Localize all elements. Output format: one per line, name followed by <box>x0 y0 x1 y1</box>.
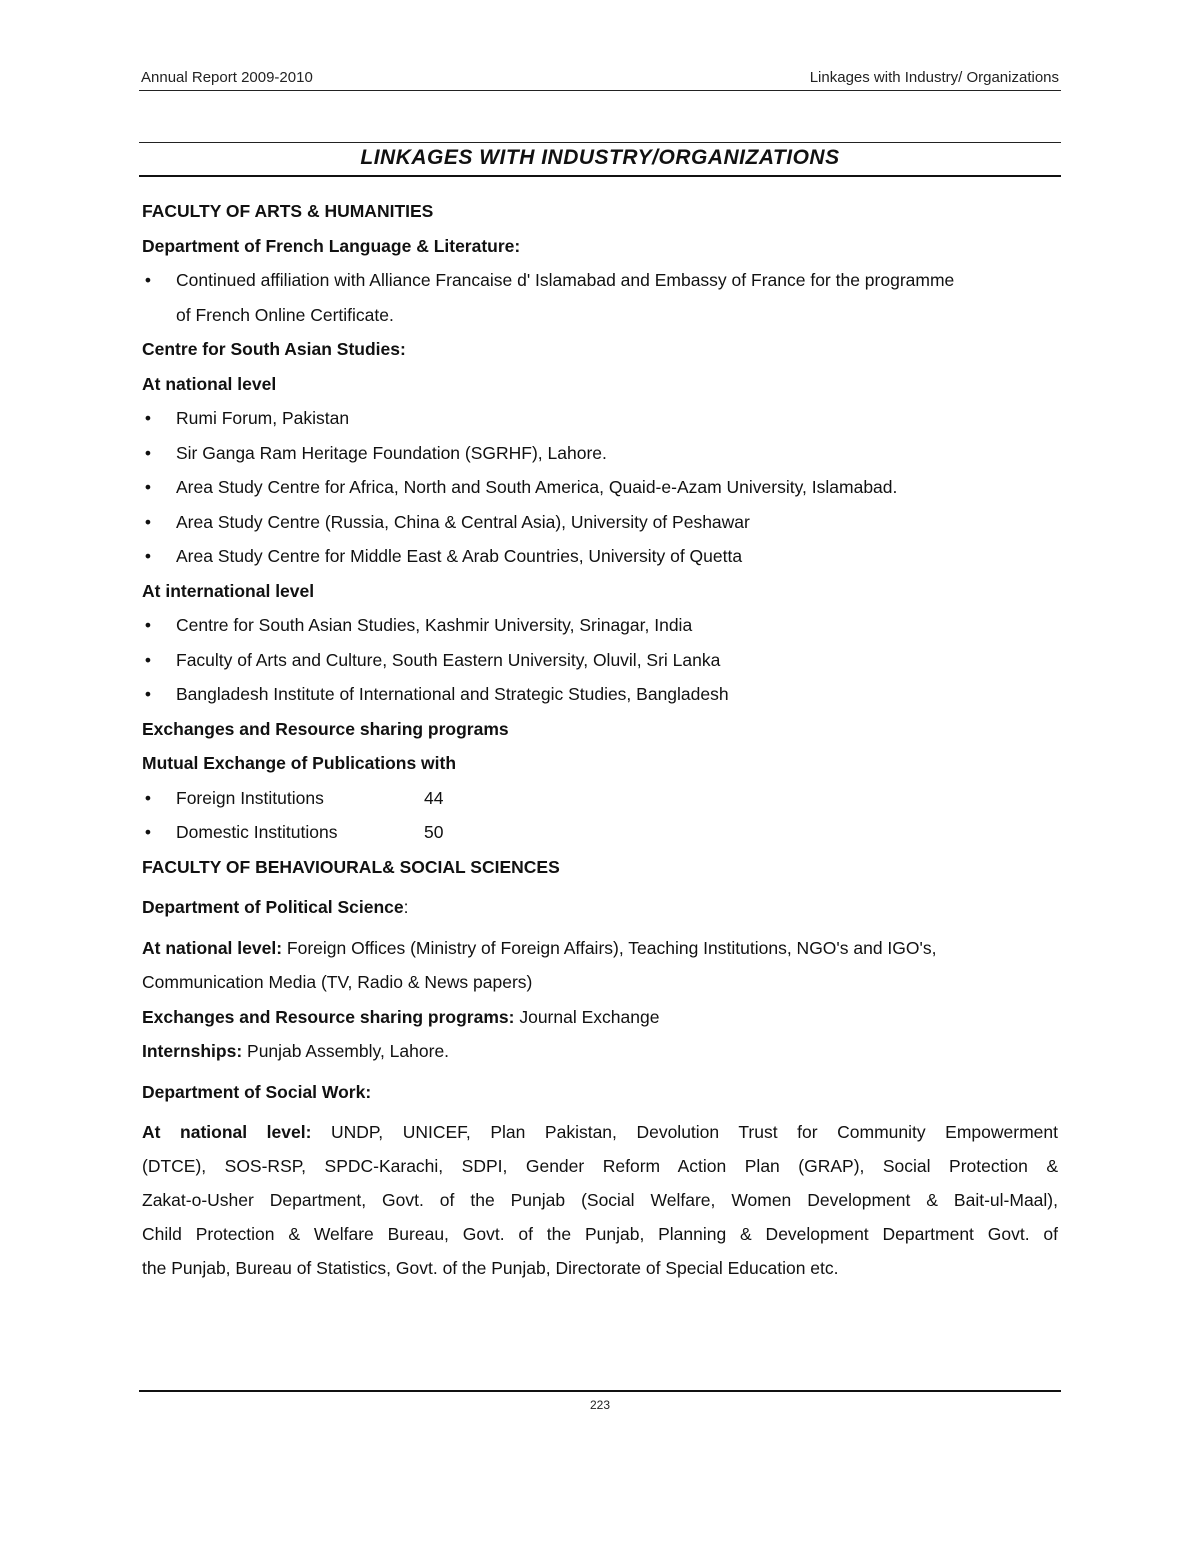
social-work-dept-heading: Department of Social Work: <box>142 1081 372 1102</box>
list-item-text: Bangladesh Institute of International and Strategic Studies, Bangladesh <box>176 684 729 704</box>
social-line-text: UNDP, UNICEF, Plan Pakistan, Devolution Trust for Community Empowerment <box>311 1122 1058 1142</box>
french-dept-heading: Department of French Language & Literature: <box>142 235 521 256</box>
list-item <box>142 263 1058 298</box>
list-item-text: Area Study Centre for Africa, North and South America, Quaid-e-Azam University, Islamabad. <box>176 477 898 497</box>
bullet-icon: • <box>144 615 152 635</box>
bullet-icon: • <box>144 270 152 290</box>
internship-value: Punjab Assembly, Lahore. <box>242 1041 450 1061</box>
bullet-icon: • <box>144 546 152 566</box>
list-item-text: Rumi Forum, Pakistan <box>176 408 350 428</box>
mutual-exchange-heading: Mutual Exchange of Publications with <box>142 753 457 773</box>
polsci-colon: : <box>403 897 409 917</box>
social-line <box>142 1115 1058 1149</box>
list-item <box>142 470 1058 505</box>
list-item <box>142 815 1058 850</box>
polsci-exchange-label: Exchanges and Resource sharing programs: <box>142 1006 515 1027</box>
polsci-exchange-value: Journal Exchange <box>514 1006 660 1027</box>
list-item <box>142 401 1058 436</box>
social-line: Zakat-o-Usher Department, Govt. of the Punjab (Social Welfare, Women Development & Bait-ul-Maal), <box>142 1190 1058 1210</box>
list-item-text: Centre for South Asian Studies, Kashmir University, Srinagar, India <box>176 615 693 635</box>
bullet-icon: • <box>144 822 152 842</box>
title-rule-top <box>139 142 1061 143</box>
polsci-dept-label: Department of Political Science <box>142 897 404 917</box>
international-level-heading: At international level <box>142 580 315 601</box>
national-level-heading: At national level <box>142 373 277 394</box>
bullet-icon: • <box>144 442 152 463</box>
internship-line <box>142 1034 1058 1069</box>
header-rule <box>139 90 1061 91</box>
exchange-label: Domestic Institutions <box>176 822 338 842</box>
bullet-icon: • <box>144 511 152 532</box>
social-national-label: At national level: <box>142 1122 312 1142</box>
social-work-paragraph <box>142 1115 1058 1285</box>
list-item <box>142 608 1058 643</box>
polsci-national-line2: Communication Media (TV, Radio & News papers) <box>142 972 533 992</box>
page-number: 223 <box>589 1398 611 1412</box>
social-line: (DTCE), SOS-RSP, SPDC-Karachi, SDPI, Gender Reform Action Plan (GRAP), Social Protection & <box>142 1156 1058 1176</box>
faculty-behavioural-heading: FACULTY OF BEHAVIOURAL& SOCIAL SCIENCES <box>142 856 560 877</box>
list-item-text: Area Study Centre for Middle East & Arab Countries, University of Quetta <box>176 546 743 566</box>
title-rule-bottom <box>139 175 1061 177</box>
list-item-text: Continued affiliation with Alliance Francaise d' Islamabad and Embassy of France for the programme <box>176 270 955 290</box>
page-title: LINKAGES WITH INDUSTRY/ORGANIZATIONS <box>360 146 840 169</box>
running-header-right: Linkages with Industry/ Organizations <box>809 69 1059 86</box>
faculty-arts-heading: FACULTY OF ARTS & HUMANITIES <box>142 201 434 221</box>
polsci-national-line <box>142 931 1058 966</box>
running-header-left: Annual Report 2009-2010 <box>141 69 313 86</box>
list-item <box>142 505 1058 540</box>
list-item <box>142 781 1058 816</box>
polsci-exchange-line <box>142 1000 1058 1035</box>
exchange-count: 44 <box>424 787 444 808</box>
list-item-text: Sir Ganga Ram Heritage Foundation (SGRHF), Lahore. <box>176 442 607 463</box>
bullet-icon: • <box>144 408 152 428</box>
list-item-text: Faculty of Arts and Culture, South Eastern University, Oluvil, Sri Lanka <box>176 649 721 670</box>
list-item <box>142 677 1058 712</box>
social-line: the Punjab, Bureau of Statistics, Govt. of the Punjab, Directorate of Special Education etc. <box>142 1258 839 1278</box>
bullet-icon: • <box>144 649 152 670</box>
internship-label: Internships: <box>142 1041 243 1061</box>
polsci-national-text: Foreign Offices (Ministry of Foreign Affairs), Teaching Institutions, NGO's and IGO's, <box>282 937 937 958</box>
list-item <box>142 539 1058 574</box>
csas-heading: Centre for South Asian Studies: <box>142 339 406 359</box>
polsci-dept-heading <box>142 890 1058 925</box>
list-item <box>142 436 1058 471</box>
list-item-continuation: of French Online Certificate. <box>176 304 394 325</box>
social-line: Child Protection & Welfare Bureau, Govt. of the Punjab, Planning & Development Department Govt. of <box>142 1224 1058 1244</box>
exchange-heading: Exchanges and Resource sharing programs <box>142 718 509 739</box>
footer-rule <box>139 1390 1061 1392</box>
list-item-text: Area Study Centre (Russia, China & Central Asia), University of Peshawar <box>176 511 750 532</box>
bullet-icon: • <box>144 684 152 704</box>
bullet-icon: • <box>144 787 152 808</box>
polsci-national-label: At national level: <box>142 937 283 958</box>
page-content <box>142 194 1058 1285</box>
exchange-label: Foreign Institutions <box>176 787 324 808</box>
exchange-count: 50 <box>424 822 444 842</box>
bullet-icon: • <box>144 477 152 497</box>
list-item <box>142 643 1058 678</box>
